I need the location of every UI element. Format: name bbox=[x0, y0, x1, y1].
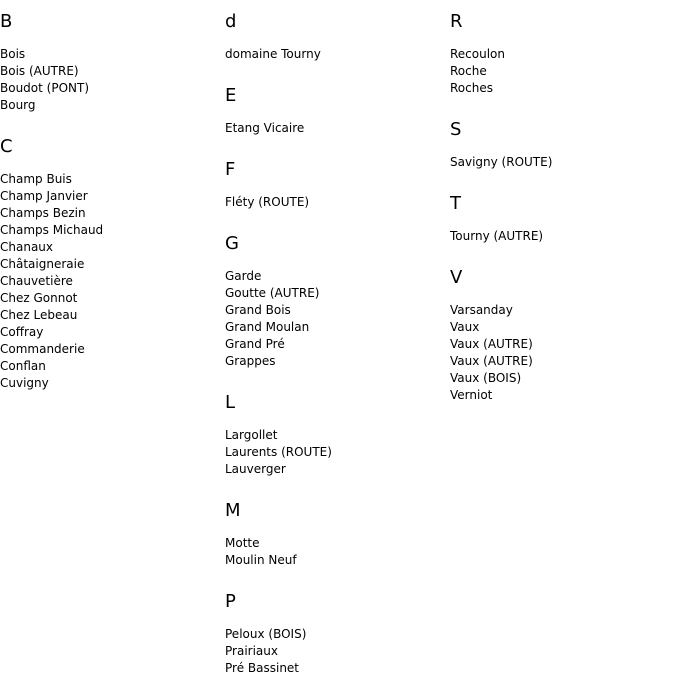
place-link[interactable]: Grand Moulan bbox=[225, 320, 310, 334]
place-link[interactable]: Roche bbox=[450, 64, 487, 78]
entry-list bbox=[225, 626, 445, 677]
index-column-2 bbox=[225, 10, 445, 698]
entry-list bbox=[0, 171, 220, 392]
letter-group bbox=[225, 84, 445, 137]
letter-group bbox=[225, 232, 445, 370]
list-item bbox=[225, 626, 445, 643]
list-item bbox=[225, 427, 445, 444]
list-item bbox=[0, 205, 220, 222]
place-link[interactable]: Champs Michaud bbox=[0, 223, 104, 237]
list-item bbox=[225, 353, 445, 370]
group-letter-heading: E bbox=[225, 85, 237, 106]
letter-group bbox=[0, 135, 220, 392]
list-item bbox=[0, 307, 220, 324]
list-item bbox=[0, 358, 220, 375]
place-link[interactable]: Boudot (PONT) bbox=[0, 81, 90, 95]
letter-group bbox=[0, 10, 220, 114]
place-link[interactable]: Varsanday bbox=[450, 303, 513, 317]
group-letter-heading: F bbox=[225, 159, 236, 180]
list-item bbox=[225, 336, 445, 353]
place-link[interactable]: Motte bbox=[225, 536, 260, 550]
list-item bbox=[0, 46, 220, 63]
place-link[interactable]: Savigny (ROUTE) bbox=[450, 155, 553, 169]
place-link[interactable]: Recoulon bbox=[450, 47, 506, 61]
letter-group bbox=[450, 10, 670, 97]
place-link[interactable]: Garde bbox=[225, 269, 262, 283]
place-link[interactable]: Vaux (BOIS) bbox=[450, 371, 522, 385]
list-item bbox=[0, 63, 220, 80]
list-item bbox=[0, 273, 220, 290]
entry-list bbox=[450, 154, 670, 171]
group-letter-heading: R bbox=[450, 11, 463, 32]
list-item bbox=[0, 188, 220, 205]
list-item bbox=[0, 375, 220, 392]
place-link[interactable]: Champs Bezin bbox=[0, 206, 86, 220]
list-item bbox=[0, 290, 220, 307]
place-link[interactable]: Bourg bbox=[0, 98, 36, 112]
place-link[interactable]: Commanderie bbox=[0, 342, 85, 356]
place-link[interactable]: Chauvetière bbox=[0, 274, 73, 288]
list-item bbox=[225, 46, 445, 63]
place-link[interactable]: Largollet bbox=[225, 428, 278, 442]
list-item bbox=[225, 268, 445, 285]
letter-group bbox=[225, 391, 445, 478]
list-item bbox=[225, 461, 445, 478]
place-link[interactable]: Laurents (ROUTE) bbox=[225, 445, 332, 459]
place-link[interactable]: Prairiaux bbox=[225, 644, 278, 658]
place-link[interactable]: Vaux (AUTRE) bbox=[450, 337, 533, 351]
entry-list bbox=[225, 46, 445, 63]
list-item bbox=[0, 222, 220, 239]
entry-list bbox=[0, 46, 220, 114]
place-link[interactable]: Chez Gonnot bbox=[0, 291, 78, 305]
place-link[interactable]: Grappes bbox=[225, 354, 276, 368]
list-item bbox=[0, 341, 220, 358]
place-link[interactable]: Chez Lebeau bbox=[0, 308, 78, 322]
group-letter-heading: L bbox=[225, 392, 236, 413]
entry-list bbox=[225, 120, 445, 137]
group-letter-heading: P bbox=[225, 591, 236, 612]
group-letter-heading: d bbox=[225, 11, 237, 32]
place-link[interactable]: Goutte (AUTRE) bbox=[225, 286, 320, 300]
place-link[interactable]: domaine Tourny bbox=[225, 47, 321, 61]
list-item bbox=[225, 660, 445, 677]
place-link[interactable]: Grand Pré bbox=[225, 337, 285, 351]
place-link[interactable]: Chanaux bbox=[0, 240, 54, 254]
list-item bbox=[225, 643, 445, 660]
place-link[interactable]: Cuvigny bbox=[0, 376, 49, 390]
letter-group bbox=[225, 158, 445, 211]
letter-group bbox=[225, 10, 445, 63]
list-item bbox=[225, 285, 445, 302]
entry-list bbox=[225, 427, 445, 478]
entry-list bbox=[225, 535, 445, 569]
place-link[interactable]: Fléty (ROUTE) bbox=[225, 195, 310, 209]
list-item bbox=[225, 120, 445, 137]
place-link[interactable]: Grand Bois bbox=[225, 303, 291, 317]
place-link[interactable]: Moulin Neuf bbox=[225, 553, 297, 567]
list-item bbox=[450, 154, 670, 171]
place-link[interactable]: Bois (AUTRE) bbox=[0, 64, 79, 78]
place-link[interactable]: Champ Janvier bbox=[0, 189, 88, 203]
place-link[interactable]: Bois bbox=[0, 47, 26, 61]
list-item bbox=[450, 302, 670, 319]
place-link[interactable]: Roches bbox=[450, 81, 493, 95]
group-letter-heading: M bbox=[225, 500, 241, 521]
list-item bbox=[450, 336, 670, 353]
list-item bbox=[225, 302, 445, 319]
list-item bbox=[450, 63, 670, 80]
group-letter-heading: B bbox=[0, 11, 13, 32]
place-link[interactable]: Châtaigneraie bbox=[0, 257, 85, 271]
list-item bbox=[450, 353, 670, 370]
place-link[interactable]: Champ Buis bbox=[0, 172, 72, 186]
place-link[interactable]: Vaux bbox=[450, 320, 480, 334]
index-column-1 bbox=[0, 10, 220, 413]
list-item bbox=[225, 535, 445, 552]
list-item bbox=[450, 80, 670, 97]
entry-list bbox=[225, 268, 445, 370]
list-item bbox=[0, 80, 220, 97]
place-link[interactable]: Lauverger bbox=[225, 462, 286, 476]
place-link[interactable]: Etang Vicaire bbox=[225, 121, 305, 135]
place-link[interactable]: Coffray bbox=[0, 325, 44, 339]
place-link[interactable]: Vaux (AUTRE) bbox=[450, 354, 533, 368]
index-column-3 bbox=[450, 10, 670, 425]
list-item bbox=[0, 324, 220, 341]
list-item bbox=[450, 46, 670, 63]
entry-list bbox=[225, 194, 445, 211]
list-item bbox=[450, 228, 670, 245]
group-letter-heading: T bbox=[450, 193, 461, 214]
entry-list bbox=[450, 302, 670, 404]
group-letter-heading: G bbox=[225, 233, 239, 254]
group-letter-heading: V bbox=[450, 267, 463, 288]
place-link[interactable]: Peloux (BOIS) bbox=[225, 627, 307, 641]
list-item bbox=[225, 552, 445, 569]
list-item bbox=[450, 370, 670, 387]
letter-group bbox=[225, 499, 445, 569]
group-letter-heading: C bbox=[0, 136, 13, 157]
entry-list bbox=[450, 228, 670, 245]
group-letter-heading: S bbox=[450, 119, 462, 140]
list-item bbox=[0, 171, 220, 188]
letter-group bbox=[450, 192, 670, 245]
letter-group bbox=[450, 266, 670, 404]
list-item bbox=[0, 256, 220, 273]
list-item bbox=[0, 97, 220, 114]
list-item bbox=[225, 319, 445, 336]
list-item bbox=[450, 387, 670, 404]
place-link[interactable]: Verniot bbox=[450, 388, 493, 402]
place-link[interactable]: Pré Bassinet bbox=[225, 661, 300, 675]
list-item bbox=[225, 194, 445, 211]
letter-group bbox=[225, 590, 445, 677]
place-link[interactable]: Tourny (AUTRE) bbox=[450, 229, 544, 243]
list-item bbox=[450, 319, 670, 336]
list-item bbox=[225, 444, 445, 461]
entry-list bbox=[450, 46, 670, 97]
place-link[interactable]: Conflan bbox=[0, 359, 46, 373]
list-item bbox=[0, 239, 220, 256]
letter-group bbox=[450, 118, 670, 171]
